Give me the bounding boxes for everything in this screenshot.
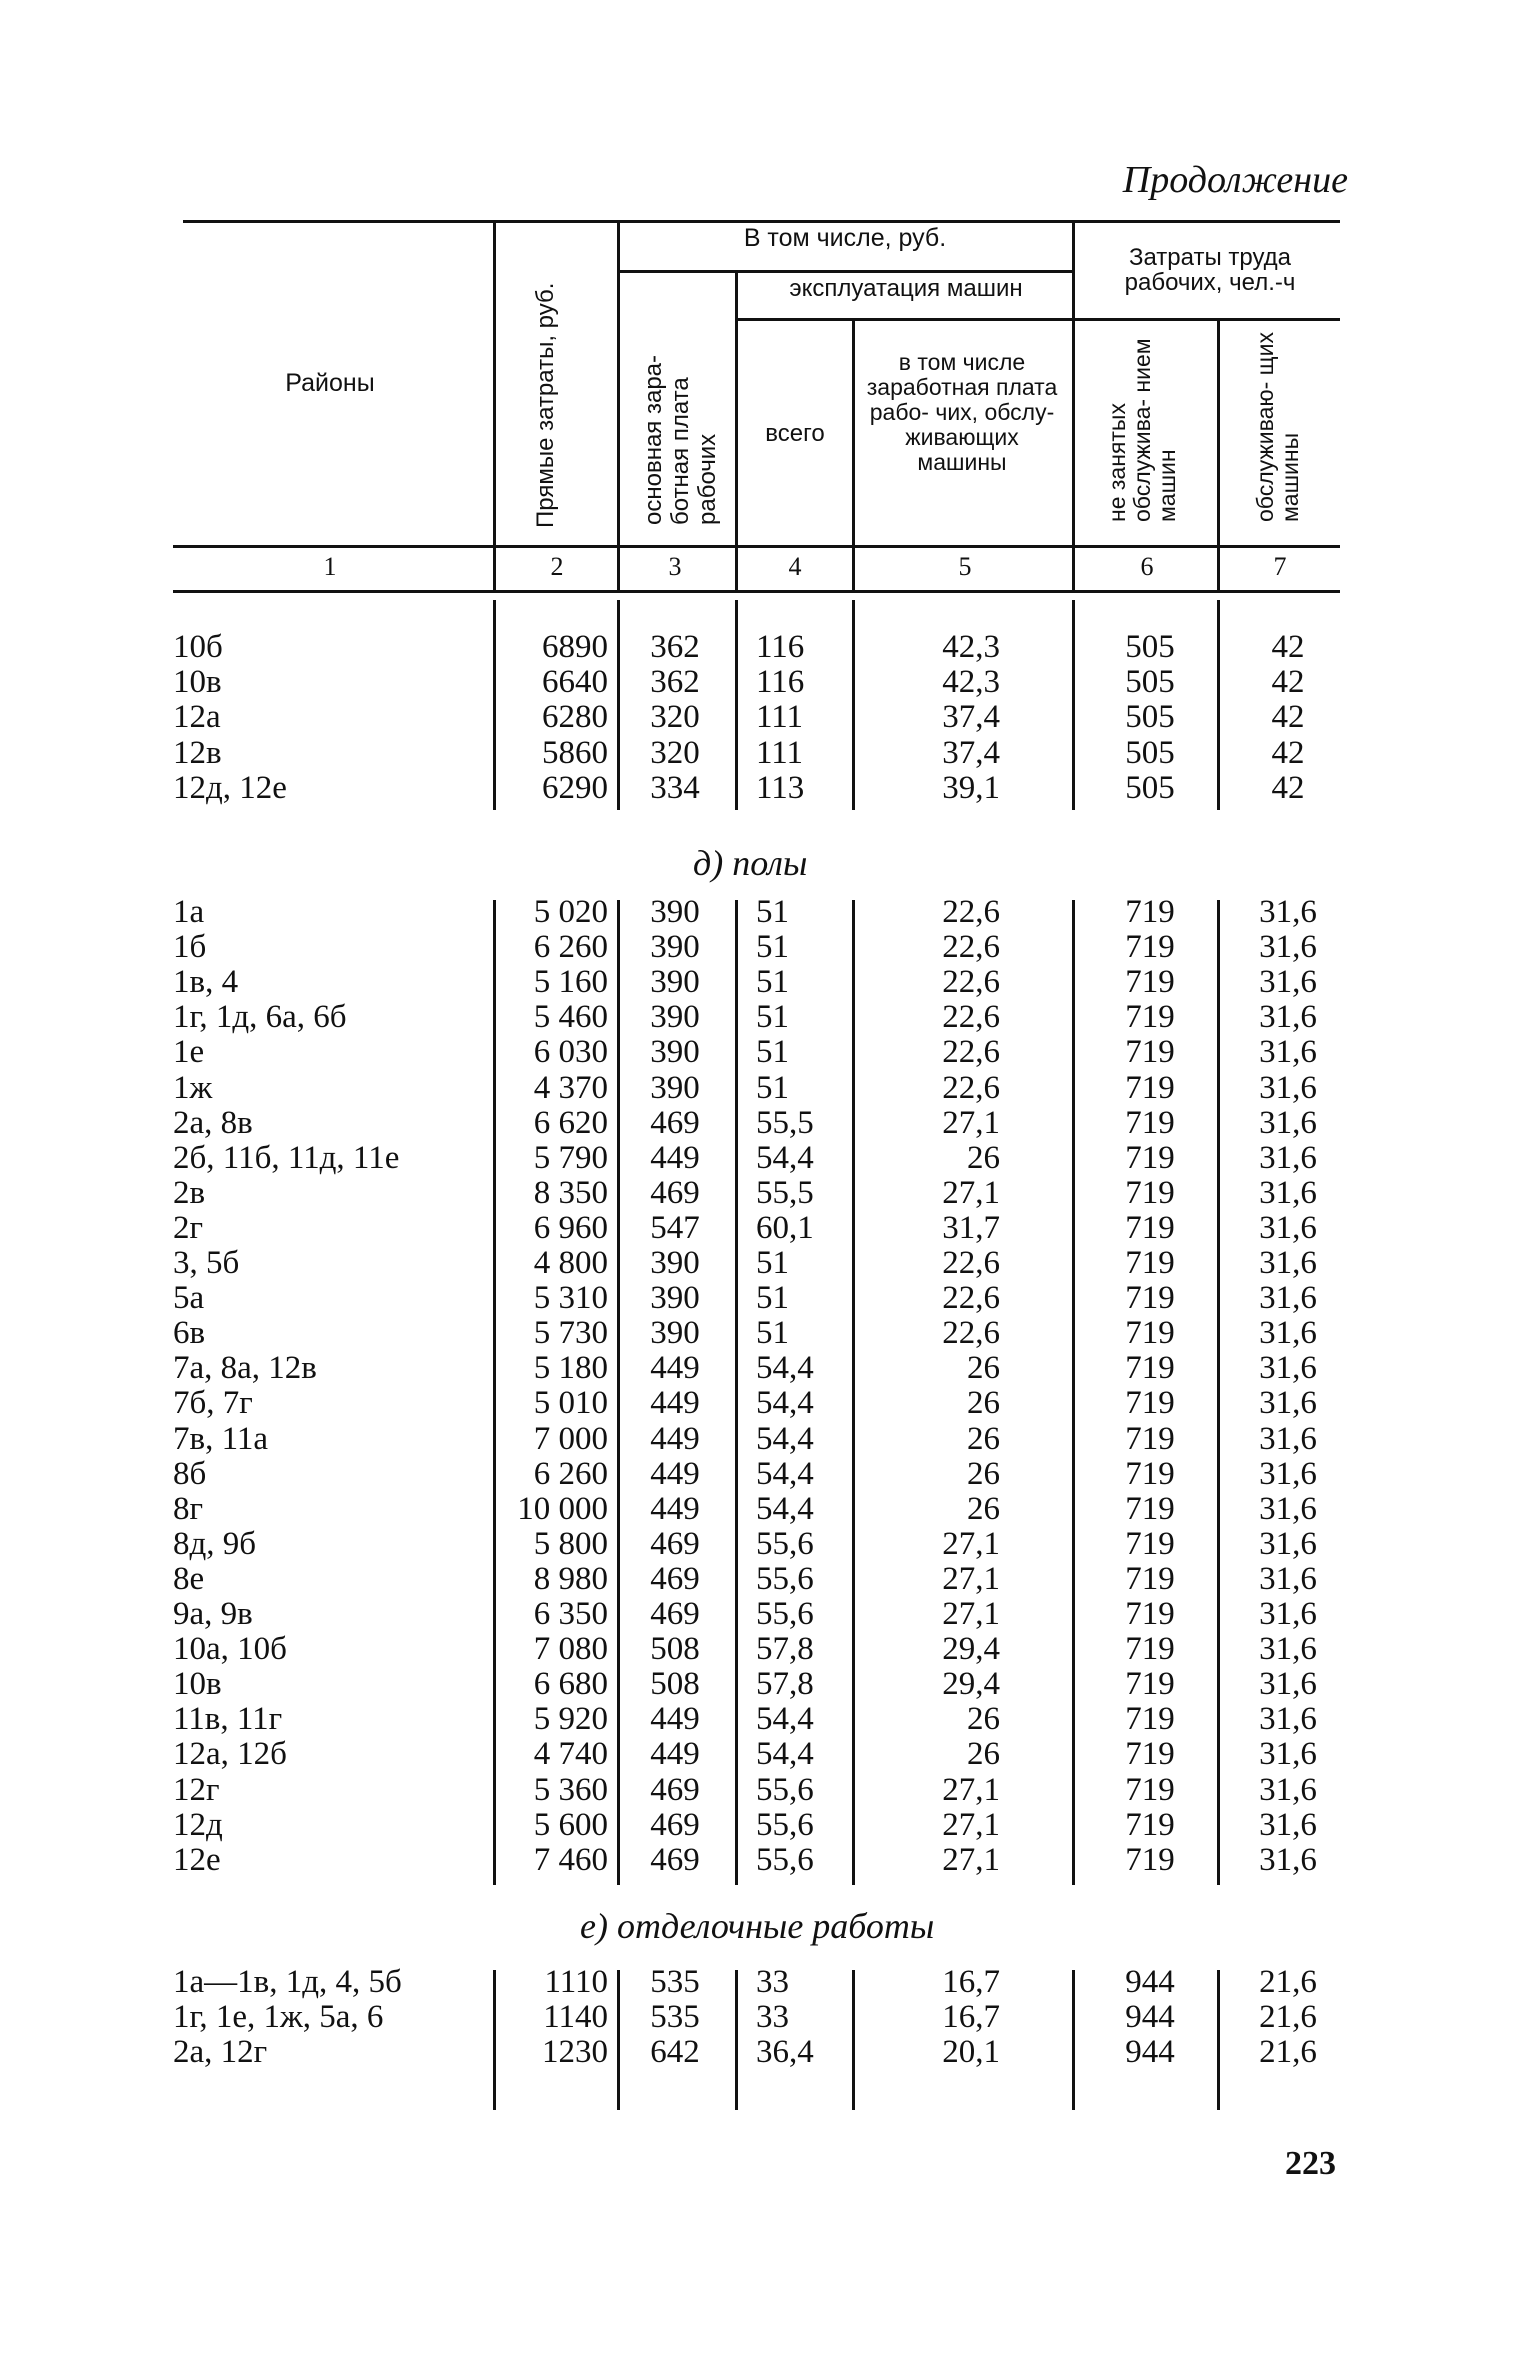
value-cell-col5: 27,1 [942, 1841, 1000, 1878]
value-cell-col3: 642 [650, 2034, 700, 2070]
g2-vrule-6 [1217, 900, 1220, 1885]
value-cell-col7: 42 [1271, 664, 1305, 701]
header-direct-costs: Прямые затраты, руб. [532, 282, 559, 528]
value-cell-col2: 4 740 [533, 1736, 608, 1773]
value-cell-col5: 29,4 [942, 1666, 1000, 1703]
vrule-6 [1217, 320, 1220, 590]
value-cell-col4: 111 [756, 699, 804, 736]
value-cell-col2: 6 680 [533, 1666, 608, 1703]
value-cell-col3: 469 [650, 1771, 700, 1808]
value-cell-col3: 362 [650, 629, 700, 665]
value-cell-col3: 449 [650, 1420, 700, 1457]
value-cell-col4: 51 [756, 929, 789, 966]
g2-vrule-1 [493, 900, 496, 1885]
value-cell-col5: 22,6 [942, 1034, 1000, 1071]
value-cell-col7: 31,6 [1259, 1631, 1317, 1668]
value-cell-col2: 6 260 [533, 1455, 608, 1492]
value-cell-col7: 21,6 [1259, 2034, 1317, 2070]
value-cell-col2: 5 920 [533, 1701, 608, 1738]
district-cell: 5а [173, 1280, 205, 1317]
value-cell-col6: 944 [1125, 1964, 1175, 2000]
value-cell-col3: 390 [650, 929, 700, 966]
page-number: 223 [1285, 2145, 1336, 2182]
value-cell-col7: 31,6 [1259, 1560, 1317, 1597]
value-cell-col2: 6 620 [533, 1104, 608, 1141]
value-cell-col7: 31,6 [1259, 1104, 1317, 1141]
value-cell-col3: 449 [650, 1701, 700, 1738]
value-cell-col5: 26 [967, 1701, 1000, 1738]
value-cell-col6: 719 [1125, 1841, 1175, 1878]
section-title-floors: д) полы [693, 843, 808, 883]
value-cell-col7: 42 [1271, 629, 1305, 665]
value-cell-col4: 116 [756, 629, 805, 665]
value-cell-col2: 7 000 [533, 1420, 608, 1457]
value-cell-col6: 719 [1125, 1455, 1175, 1492]
value-cell-col4: 54,4 [756, 1420, 814, 1457]
colnum-2: 2 [550, 552, 564, 581]
value-cell-col6: 505 [1125, 664, 1175, 701]
value-cell-col3: 449 [650, 1490, 700, 1527]
value-cell-col3: 469 [650, 1560, 700, 1597]
value-cell-col7: 31,6 [1259, 1174, 1317, 1211]
value-cell-col4: 54,4 [756, 1385, 814, 1422]
value-cell-col6: 719 [1125, 1666, 1175, 1703]
value-cell-col7: 31,6 [1259, 1525, 1317, 1562]
value-cell-col2: 10 000 [517, 1490, 608, 1527]
value-cell-col5: 39,1 [942, 769, 1000, 806]
value-cell-col6: 505 [1125, 629, 1175, 665]
value-cell-col4: 36,4 [756, 2034, 814, 2070]
district-cell: 12а, 12б [173, 1736, 287, 1773]
value-cell-col3: 390 [650, 1034, 700, 1071]
value-cell-col4: 33 [756, 1964, 789, 2000]
value-cell-col2: 5 800 [533, 1525, 608, 1562]
value-cell-col5: 27,1 [942, 1525, 1000, 1562]
header-incl-wage: в том числе заработная плата рабо- чих, обслу- живающих машины [866, 349, 1058, 475]
value-cell-col2: 1230 [542, 2034, 608, 2070]
value-cell-col4: 57,8 [756, 1666, 814, 1703]
value-cell-col4: 51 [756, 1280, 789, 1317]
value-cell-col5: 29,4 [942, 1631, 1000, 1668]
value-cell-col6: 719 [1125, 1174, 1175, 1211]
value-cell-col3: 469 [650, 1806, 700, 1843]
value-cell-col7: 31,6 [1259, 1209, 1317, 1246]
value-cell-col2: 4 370 [533, 1069, 608, 1106]
value-cell-col5: 22,6 [942, 964, 1000, 1001]
value-cell-col4: 51 [756, 1034, 789, 1071]
value-cell-col7: 31,6 [1259, 894, 1317, 930]
value-cell-col2: 5 360 [533, 1771, 608, 1808]
value-cell-col4: 55,6 [756, 1841, 814, 1878]
value-cell-col3: 390 [650, 1069, 700, 1106]
value-cell-col3: 469 [650, 1596, 700, 1632]
value-cell-col7: 21,6 [1259, 1999, 1317, 2035]
value-cell-col5: 20,1 [942, 2034, 1000, 2070]
vrule-1 [493, 223, 496, 590]
value-cell-col6: 719 [1125, 1280, 1175, 1317]
district-cell: 3, 5б [173, 1245, 240, 1281]
value-cell-col3: 469 [650, 1174, 700, 1211]
header-districts: Районы [285, 369, 375, 397]
value-cell-col3: 535 [650, 1999, 700, 2035]
colnum-6: 6 [1140, 552, 1154, 581]
value-cell-col7: 31,6 [1259, 1245, 1317, 1281]
value-cell-col5: 37,4 [942, 699, 1000, 736]
value-cell-col4: 54,4 [756, 1490, 814, 1527]
value-cell-col6: 719 [1125, 1420, 1175, 1457]
value-cell-col4: 51 [756, 964, 789, 1001]
district-cell: 12е [173, 1841, 221, 1878]
value-cell-col5: 26 [967, 1350, 1000, 1387]
g3-vrule-1 [493, 1970, 496, 2110]
value-cell-col4: 51 [756, 999, 789, 1036]
value-cell-col4: 55,6 [756, 1525, 814, 1562]
district-cell: 7а, 8а, 12в [173, 1350, 317, 1387]
value-cell-col5: 27,1 [942, 1104, 1000, 1141]
value-cell-col5: 27,1 [942, 1806, 1000, 1843]
district-cell: 1б [173, 929, 207, 966]
district-cell: 2а, 12г [173, 2034, 268, 2070]
district-cell: 8б [173, 1455, 207, 1492]
g1-vrule-1 [493, 600, 496, 810]
value-cell-col3: 547 [650, 1209, 700, 1246]
table-top-rule [183, 220, 1340, 223]
district-cell: 10б [173, 629, 223, 665]
rule-machine-bottom [737, 318, 1072, 321]
value-cell-col2: 6 350 [533, 1596, 608, 1632]
value-cell-col2: 5 310 [533, 1280, 608, 1317]
value-cell-col7: 42 [1271, 769, 1305, 806]
district-cell: 1е [173, 1034, 205, 1071]
header-base-wage: основная зара- ботная плата рабочих [640, 354, 721, 525]
district-cell: 12д, 12е [173, 769, 287, 806]
value-cell-col7: 31,6 [1259, 1666, 1317, 1703]
g1-vrule-3 [735, 600, 738, 810]
value-cell-col6: 719 [1125, 1490, 1175, 1527]
value-cell-col7: 31,6 [1259, 1490, 1317, 1527]
value-cell-col4: 116 [756, 664, 805, 701]
value-cell-col7: 31,6 [1259, 1280, 1317, 1317]
value-cell-col3: 449 [650, 1455, 700, 1492]
header-machine-serv: обслуживаю- щих машины [1252, 332, 1303, 522]
value-cell-col6: 719 [1125, 894, 1175, 930]
value-cell-col7: 31,6 [1259, 1455, 1317, 1492]
value-cell-col2: 5 730 [533, 1315, 608, 1352]
value-cell-col6: 719 [1125, 1245, 1175, 1281]
value-cell-col6: 719 [1125, 1736, 1175, 1773]
value-cell-col4: 55,5 [756, 1174, 814, 1211]
value-cell-col5: 31,7 [942, 1209, 1000, 1246]
value-cell-col7: 31,6 [1259, 1350, 1317, 1387]
value-cell-col4: 55,6 [756, 1560, 814, 1597]
value-cell-col6: 719 [1125, 1069, 1175, 1106]
vrule-2 [617, 223, 620, 590]
district-cell: 11в, 11г [173, 1701, 283, 1738]
value-cell-col3: 320 [650, 699, 700, 736]
value-cell-col2: 5 160 [533, 964, 608, 1001]
value-cell-col4: 33 [756, 1999, 789, 2035]
value-cell-col7: 31,6 [1259, 1420, 1317, 1457]
value-cell-col5: 37,4 [942, 734, 1000, 771]
colnum-1: 1 [323, 552, 337, 581]
value-cell-col7: 31,6 [1259, 1315, 1317, 1352]
value-cell-col2: 6 260 [533, 929, 608, 966]
value-cell-col4: 54,4 [756, 1455, 814, 1492]
value-cell-col2: 4 800 [533, 1245, 608, 1281]
value-cell-col2: 1110 [544, 1964, 608, 2000]
value-cell-col5: 26 [967, 1139, 1000, 1176]
value-cell-col4: 51 [756, 1069, 789, 1106]
g1-vrule-5 [1072, 600, 1075, 810]
value-cell-col7: 31,6 [1259, 1139, 1317, 1176]
value-cell-col6: 719 [1125, 1034, 1175, 1071]
value-cell-col5: 26 [967, 1490, 1000, 1527]
value-cell-col4: 51 [756, 894, 789, 930]
vrule-3 [735, 273, 738, 590]
value-cell-col3: 449 [650, 1139, 700, 1176]
value-cell-col7: 31,6 [1259, 1771, 1317, 1808]
colnum-5: 5 [958, 552, 972, 581]
value-cell-col5: 26 [967, 1385, 1000, 1422]
value-cell-col2: 5 020 [533, 894, 608, 930]
colnum-7: 7 [1273, 552, 1287, 581]
value-cell-col2: 6640 [542, 664, 608, 701]
value-cell-col6: 944 [1125, 2034, 1175, 2070]
vrule-5 [1072, 223, 1075, 590]
value-cell-col4: 54,4 [756, 1701, 814, 1738]
colnum-4: 4 [788, 552, 802, 581]
value-cell-col6: 719 [1125, 1315, 1175, 1352]
value-cell-col2: 8 350 [533, 1174, 608, 1211]
value-cell-col6: 719 [1125, 1104, 1175, 1141]
value-cell-col2: 6 960 [533, 1209, 608, 1246]
value-cell-col5: 22,6 [942, 929, 1000, 966]
value-cell-col3: 449 [650, 1350, 700, 1387]
value-cell-col2: 5 790 [533, 1139, 608, 1176]
value-cell-col6: 719 [1125, 1209, 1175, 1246]
value-cell-col2: 6890 [542, 629, 608, 665]
district-cell: 8д, 9б [173, 1525, 257, 1562]
section-title-finishing: е) отделочные работы [580, 1906, 935, 1946]
value-cell-col2: 5 600 [533, 1806, 608, 1843]
value-cell-col6: 719 [1125, 1631, 1175, 1668]
value-cell-col6: 719 [1125, 1701, 1175, 1738]
value-cell-col4: 55,5 [756, 1104, 814, 1141]
district-cell: 8е [173, 1560, 205, 1597]
district-cell: 1а—1в, 1д, 4, 5б [173, 1964, 402, 2000]
g3-vrule-3 [735, 1970, 738, 2110]
rule-colnum-bottom [173, 590, 1340, 593]
value-cell-col6: 719 [1125, 929, 1175, 966]
continuation-label: Продолжение [1122, 159, 1348, 201]
value-cell-col5: 22,6 [942, 1245, 1000, 1281]
value-cell-col4: 55,6 [756, 1596, 814, 1632]
value-cell-col5: 27,1 [942, 1596, 1000, 1632]
district-cell: 9а, 9в [173, 1596, 253, 1632]
value-cell-col7: 31,6 [1259, 1034, 1317, 1071]
vrule-4 [852, 320, 855, 590]
district-cell: 2в [173, 1174, 206, 1211]
district-cell: 1а [173, 894, 205, 930]
header-total: всего [765, 420, 825, 447]
district-cell: 1ж [173, 1069, 213, 1106]
value-cell-col6: 505 [1125, 734, 1175, 771]
value-cell-col7: 31,6 [1259, 1806, 1317, 1843]
value-cell-col7: 42 [1271, 699, 1305, 736]
value-cell-col7: 31,6 [1259, 1701, 1317, 1738]
district-cell: 6в [173, 1315, 206, 1352]
value-cell-col3: 449 [650, 1385, 700, 1422]
value-cell-col2: 5 460 [533, 999, 608, 1036]
value-cell-col5: 22,6 [942, 999, 1000, 1036]
value-cell-col4: 54,4 [756, 1350, 814, 1387]
value-cell-col3: 320 [650, 734, 700, 771]
value-cell-col6: 719 [1125, 1771, 1175, 1808]
value-cell-col7: 31,6 [1259, 999, 1317, 1036]
value-cell-col3: 334 [650, 769, 700, 806]
value-cell-col7: 31,6 [1259, 1596, 1317, 1632]
value-cell-col4: 54,4 [756, 1736, 814, 1773]
g3-vrule-6 [1217, 1970, 1220, 2110]
g2-vrule-3 [735, 900, 738, 1885]
value-cell-col6: 719 [1125, 1525, 1175, 1562]
value-cell-col4: 55,6 [756, 1771, 814, 1808]
district-cell: 1г, 1д, 6а, 6б [173, 999, 347, 1036]
value-cell-col3: 390 [650, 1280, 700, 1317]
g3-vrule-5 [1072, 1970, 1075, 2110]
value-cell-col5: 22,6 [942, 1280, 1000, 1317]
value-cell-col7: 31,6 [1259, 929, 1317, 966]
district-cell: 12а [173, 699, 221, 736]
value-cell-col4: 55,6 [756, 1806, 814, 1843]
value-cell-col5: 27,1 [942, 1771, 1000, 1808]
value-cell-col5: 42,3 [942, 664, 1000, 701]
district-cell: 12г [173, 1771, 220, 1808]
value-cell-col4: 60,1 [756, 1209, 814, 1246]
value-cell-col7: 31,6 [1259, 1841, 1317, 1878]
value-cell-col6: 719 [1125, 1350, 1175, 1387]
value-cell-col2: 1140 [543, 1999, 608, 2035]
value-cell-col2: 6290 [542, 769, 608, 806]
value-cell-col5: 22,6 [942, 1069, 1000, 1106]
district-cell: 7б, 7г [173, 1385, 253, 1422]
value-cell-col6: 719 [1125, 1596, 1175, 1632]
value-cell-col3: 469 [650, 1104, 700, 1141]
district-cell: 7в, 11а [173, 1420, 269, 1457]
value-cell-col3: 362 [650, 664, 700, 701]
value-cell-col3: 535 [650, 1964, 700, 2000]
value-cell-col3: 390 [650, 894, 700, 930]
district-cell: 12в [173, 734, 222, 771]
value-cell-col6: 719 [1125, 1385, 1175, 1422]
value-cell-col5: 27,1 [942, 1560, 1000, 1597]
value-cell-col5: 26 [967, 1420, 1000, 1457]
value-cell-col4: 57,8 [756, 1631, 814, 1668]
district-cell: 10в [173, 1666, 222, 1703]
value-cell-col5: 26 [967, 1455, 1000, 1492]
header-including: В том числе, руб. [743, 224, 947, 252]
value-cell-col7: 31,6 [1259, 964, 1317, 1001]
g2-vrule-5 [1072, 900, 1075, 1885]
district-cell: 2г [173, 1209, 204, 1246]
value-cell-col3: 390 [650, 1245, 700, 1281]
value-cell-col6: 505 [1125, 699, 1175, 736]
value-cell-col2: 7 460 [533, 1841, 608, 1878]
value-cell-col7: 42 [1271, 734, 1305, 771]
value-cell-col5: 16,7 [942, 1964, 1000, 2000]
value-cell-col6: 719 [1125, 999, 1175, 1036]
value-cell-col5: 26 [967, 1736, 1000, 1773]
value-cell-col6: 719 [1125, 1560, 1175, 1597]
value-cell-col7: 31,6 [1259, 1385, 1317, 1422]
district-cell: 12д [173, 1806, 223, 1843]
value-cell-col7: 31,6 [1259, 1069, 1317, 1106]
value-cell-col2: 8 980 [533, 1560, 608, 1597]
district-cell: 2а, 8в [173, 1104, 253, 1141]
value-cell-col3: 508 [650, 1631, 700, 1668]
value-cell-col6: 719 [1125, 1806, 1175, 1843]
district-cell: 8г [173, 1490, 204, 1527]
value-cell-col4: 51 [756, 1315, 789, 1352]
district-cell: 10а, 10б [173, 1631, 287, 1668]
value-cell-col3: 390 [650, 964, 700, 1001]
colnum-3: 3 [668, 552, 682, 581]
value-cell-col4: 113 [756, 769, 805, 806]
header-machine-operation: эксплуатация машин [789, 275, 1023, 302]
value-cell-col3: 390 [650, 999, 700, 1036]
header-not-machine: не занятых обслужива- нием машин [1104, 338, 1180, 522]
rule-labor-bottom [1075, 318, 1340, 321]
value-cell-col4: 54,4 [756, 1139, 814, 1176]
district-cell: 1в, 4 [173, 964, 239, 1001]
value-cell-col3: 508 [650, 1666, 700, 1703]
header-labor-costs: Затраты труда рабочих, чел.-ч [1124, 244, 1296, 296]
value-cell-col2: 6 030 [533, 1034, 608, 1071]
value-cell-col7: 21,6 [1259, 1964, 1317, 2000]
value-cell-col4: 51 [756, 1245, 789, 1281]
value-cell-col3: 469 [650, 1841, 700, 1878]
rule-header-bottom [173, 545, 1340, 548]
value-cell-col3: 449 [650, 1736, 700, 1773]
district-cell: 2б, 11б, 11д, 11е [173, 1139, 400, 1176]
value-cell-col5: 22,6 [942, 894, 1000, 930]
rule-including-bottom [620, 270, 1072, 273]
value-cell-col3: 390 [650, 1315, 700, 1352]
value-cell-col2: 6280 [542, 699, 608, 736]
value-cell-col5: 42,3 [942, 629, 1000, 665]
value-cell-col3: 469 [650, 1525, 700, 1562]
value-cell-col4: 111 [756, 734, 804, 771]
value-cell-col5: 22,6 [942, 1315, 1000, 1352]
value-cell-col6: 505 [1125, 769, 1175, 806]
value-cell-col2: 5860 [542, 734, 608, 771]
district-cell: 10в [173, 664, 222, 701]
value-cell-col5: 27,1 [942, 1174, 1000, 1211]
value-cell-col2: 7 080 [533, 1631, 608, 1668]
value-cell-col6: 944 [1125, 1999, 1175, 2035]
value-cell-col5: 16,7 [942, 1999, 1000, 2035]
value-cell-col2: 5 010 [533, 1385, 608, 1422]
value-cell-col7: 31,6 [1259, 1736, 1317, 1773]
value-cell-col6: 719 [1125, 964, 1175, 1001]
district-cell: 1г, 1е, 1ж, 5а, 6 [173, 1999, 384, 2035]
value-cell-col6: 719 [1125, 1139, 1175, 1176]
g1-vrule-6 [1217, 600, 1220, 810]
value-cell-col2: 5 180 [533, 1350, 608, 1387]
